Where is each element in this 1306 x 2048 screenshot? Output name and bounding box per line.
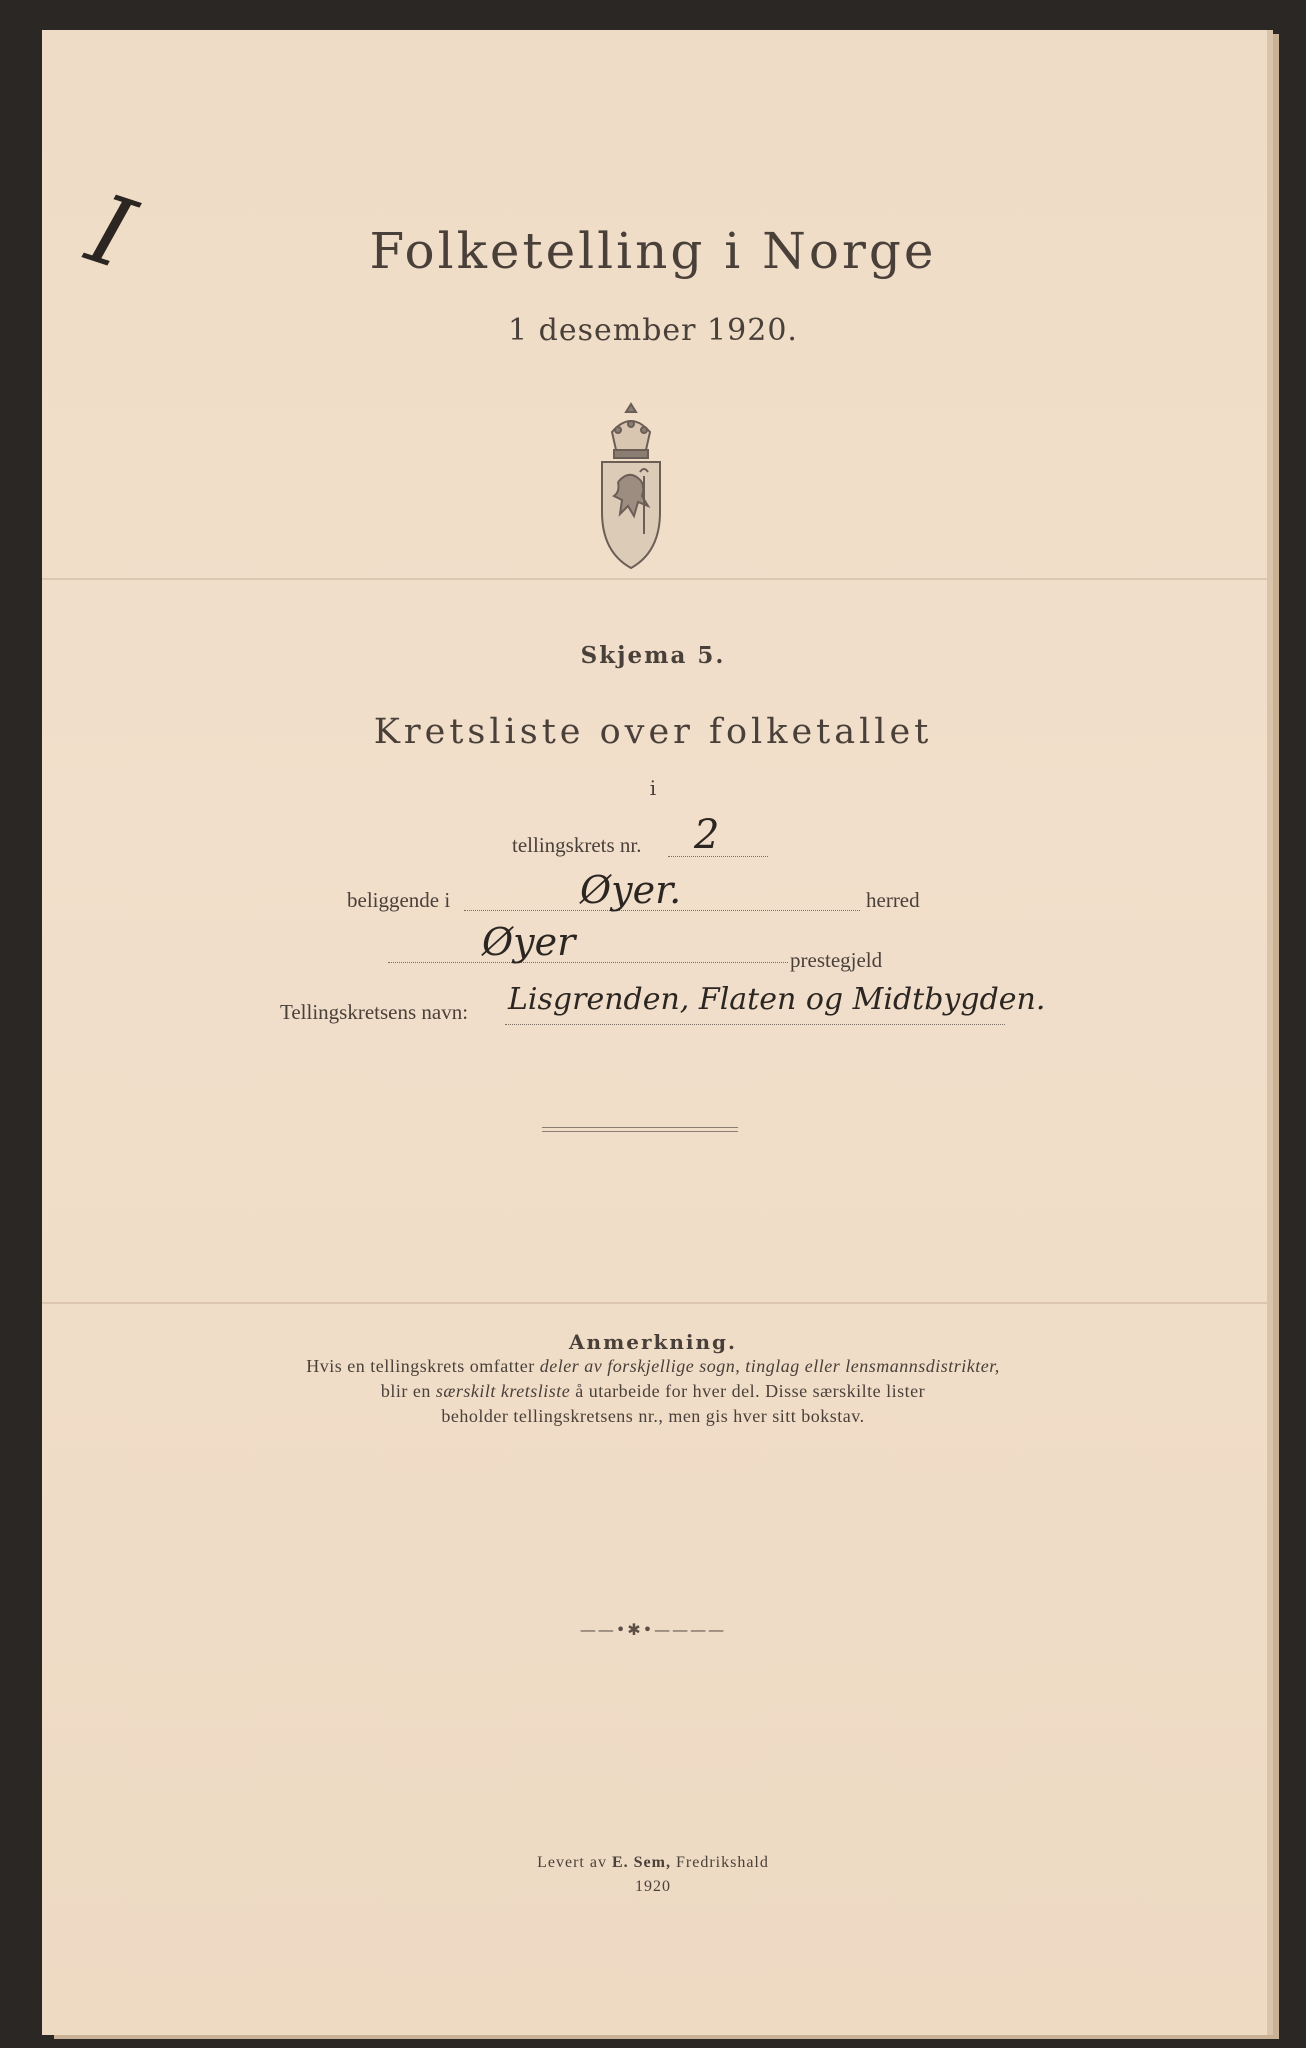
navn-label: Tellingskretsens navn: bbox=[280, 1000, 469, 1024]
note-text: å utarbeide for hver del. Disse særskilte lister bbox=[575, 1381, 926, 1401]
imprint-year: 1920 bbox=[635, 1878, 671, 1895]
coat-of-arms-icon bbox=[596, 402, 666, 570]
imprint-line-1 bbox=[0, 1854, 1306, 1872]
note-text: Hvis en tellingskrets omfatter bbox=[306, 1356, 535, 1376]
note-text: blir en bbox=[380, 1381, 431, 1401]
section-divider bbox=[542, 1127, 738, 1128]
note-title: Anmerkning. bbox=[569, 1330, 737, 1354]
printer-name: E. Sem, bbox=[611, 1854, 671, 1871]
navn-line bbox=[505, 1024, 1005, 1025]
prestegjeld-line bbox=[388, 962, 788, 963]
herred-label: herred bbox=[866, 888, 920, 912]
note-emphasis: deler av forskjellige sogn, tinglag eller lensmannsdistrikter, bbox=[539, 1356, 1000, 1376]
note-line-1 bbox=[0, 1356, 1306, 1377]
document-date: 1 desember 1920. bbox=[508, 313, 798, 348]
tellingskrets-value: 2 bbox=[694, 812, 720, 858]
ornament: ——•✱•———— bbox=[579, 1620, 727, 1639]
form-heading: Kretsliste over folketallet bbox=[373, 712, 933, 752]
fold-line bbox=[42, 578, 1267, 580]
fold-line bbox=[42, 1302, 1267, 1304]
heading-preposition: i bbox=[649, 776, 657, 800]
document-title: Folketelling i Norge bbox=[369, 222, 937, 280]
note-emphasis: særskilt kretsliste bbox=[435, 1381, 571, 1401]
herred-value: Øyer. bbox=[580, 868, 682, 912]
imprint-text: Levert av bbox=[537, 1854, 607, 1871]
note-line-3: beholder tellingskretsens nr., men gis hver sitt bokstav. bbox=[441, 1406, 865, 1426]
tellingskrets-label: tellingskrets nr. bbox=[512, 833, 642, 857]
prestegjeld-value: Øyer bbox=[482, 920, 576, 964]
prestegjeld-label: prestegjeld bbox=[790, 948, 883, 972]
note-line-2 bbox=[0, 1381, 1306, 1402]
corner-mark: I bbox=[75, 172, 147, 292]
navn-value: Lisgrenden, Flaten og Midtbygden. bbox=[508, 982, 1046, 1017]
schema-number: Skjema 5. bbox=[580, 642, 726, 669]
beliggende-label: beliggende i bbox=[347, 888, 451, 912]
imprint-place: Fredrikshald bbox=[675, 1854, 769, 1871]
section-divider bbox=[542, 1131, 738, 1132]
